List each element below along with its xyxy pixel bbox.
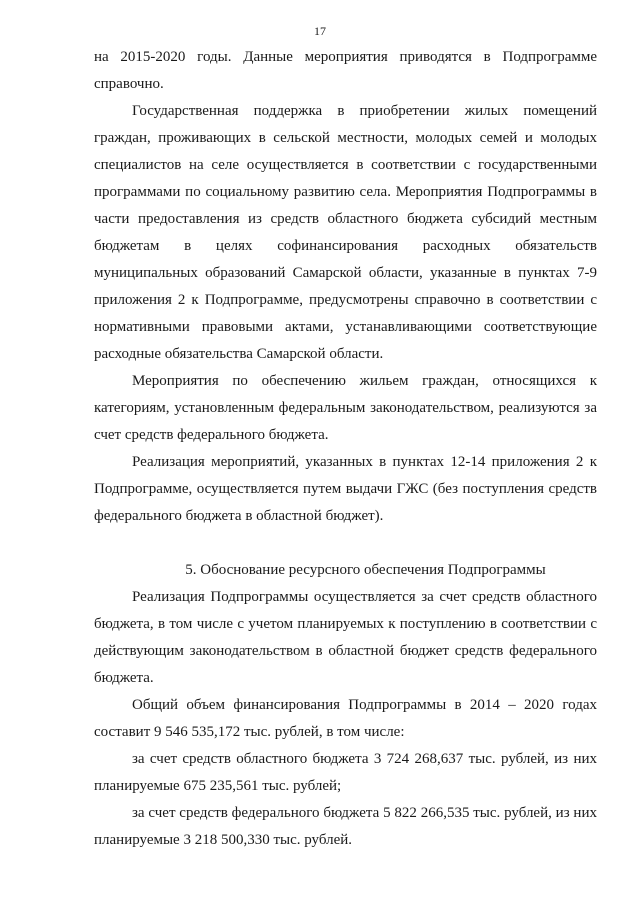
paragraph-total-funding: Общий объем финансирования Подпрограммы в 2014 – 2020 годах составит 9 546 535,172 тыс. рублей, в том числе: — [94, 697, 597, 740]
paragraph-continuation: на 2015-2020 годы. Данные мероприятия приводятся в Подпрограмме справочно. — [94, 49, 597, 92]
section-heading: 5. Обоснование ресурсного обеспечения Подпрограммы — [185, 562, 546, 578]
paragraph-housing-measures: Мероприятия по обеспечению жильем граждан, относящихся к категориям, установленным федеральным законодательством, реализуются за счет средств федерального бюджета. — [94, 373, 597, 443]
paragraph-regional-budget: за счет средств областного бюджета 3 724 268,637 тыс. рублей, из них планируемые 675 235,561 тыс. рублей; — [94, 751, 597, 794]
paragraph-funding-sources: Реализация Подпрограммы осуществляется за счет средств областного бюджета, в том числе с учетом планируемых к поступлению в соответствии с действующим законодательством в областной бюджет средств федерального бюджета. — [94, 589, 597, 686]
document-body — [94, 44, 597, 854]
paragraph-state-support: Государственная поддержка в приобретении жилых помещений граждан, проживающих в сельской местности, молодых семей и молодых специалистов на селе осуществляется в соответствии с государственными программами по социальному развитию села. Мероприятия Подпрограммы в части предоставления из средств областного бюджета субсидий местным бюджетам в целях софинансирования расходных обязательств муниципальных образований Самарской области, указанные в пунктах 7-9 приложения 2 к Подпрограмме, предусмотрены справочно в соответствии с нормативными правовыми актами, устанавливающими соответствующие расходные обязательства Самарской области. — [94, 103, 597, 362]
paragraph-federal-budget: за счет средств федерального бюджета 5 822 266,535 тыс. рублей, из них планируемые 3 218 500,330 тыс. рублей. — [94, 805, 597, 848]
section-spacer — [94, 530, 597, 557]
paragraph-gzhs-implementation: Реализация мероприятий, указанных в пунктах 12-14 приложения 2 к Подпрограмме, осуществляется путем выдачи ГЖС (без поступления средств федерального бюджета в областной бюджет). — [94, 454, 597, 524]
page-number: 17 — [314, 24, 326, 38]
